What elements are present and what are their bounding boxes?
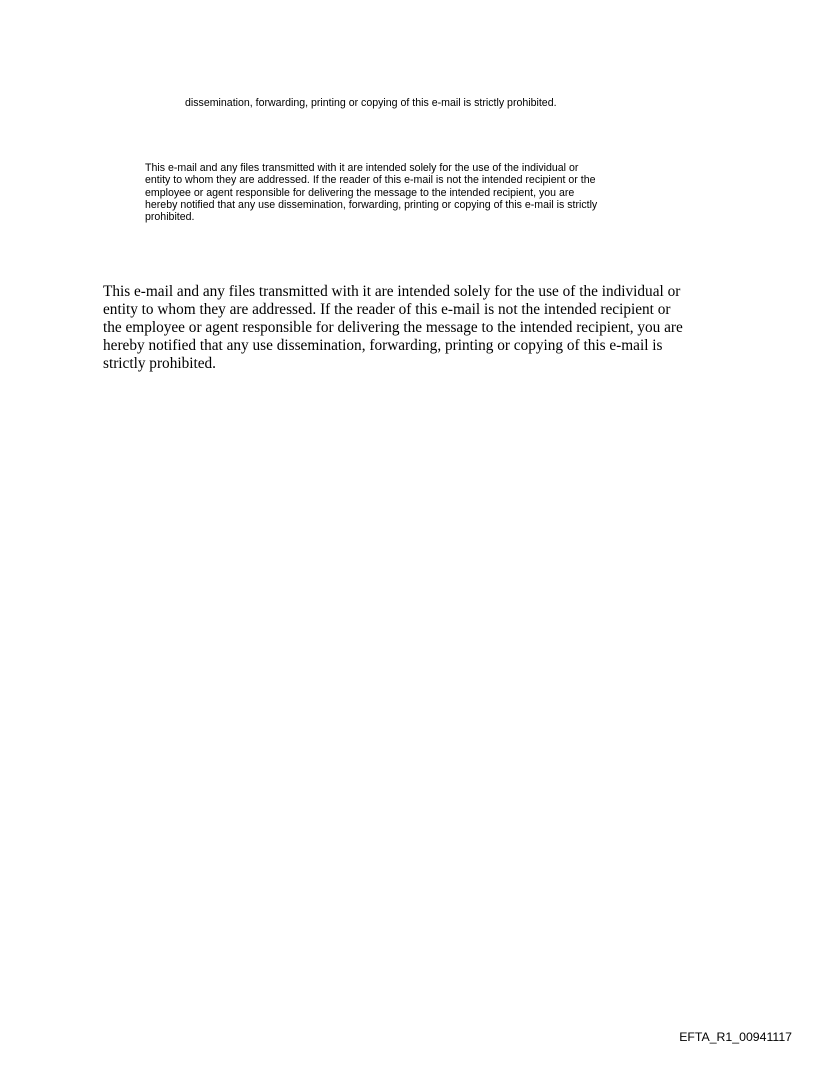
disclaimer-large-line: entity to whom they are addressed. If the reader of this e-mail is not the intended recipient or <box>103 300 671 318</box>
bates-number: EFTA_R1_00941117 <box>679 1030 792 1044</box>
disclaimer-fragment <box>185 97 557 110</box>
disclaimer-small-line: This e-mail and any files transmitted with it are intended solely for the use of the individual or <box>145 162 579 174</box>
disclaimer-fragment-line: dissemination, forwarding, printing or copying of this e-mail is strictly prohibited. <box>185 97 557 109</box>
disclaimer-small-line: entity to whom they are addressed. If the reader of this e-mail is not the intended recipient or the <box>145 174 596 187</box>
disclaimer-large-line: hereby notified that any use dissemination, forwarding, printing or copying of this e-mail is <box>103 336 663 354</box>
disclaimer-large-line: the employee or agent responsible for delivering the message to the intended recipient, you are <box>103 318 683 336</box>
disclaimer-small-line: prohibited. <box>145 211 195 224</box>
disclaimer-small-print <box>145 162 597 223</box>
disclaimer-large-print <box>103 283 683 373</box>
disclaimer-small-line: hereby notified that any use dissemination, forwarding, printing or copying of this e-mail is strictly <box>145 198 598 211</box>
disclaimer-large-line: strictly prohibited. <box>103 354 217 372</box>
disclaimer-large-line: This e-mail and any files transmitted with it are intended solely for the use of the individual or <box>103 283 681 300</box>
disclaimer-small-line: employee or agent responsible for delivering the message to the intended recipient, you are <box>145 186 575 199</box>
